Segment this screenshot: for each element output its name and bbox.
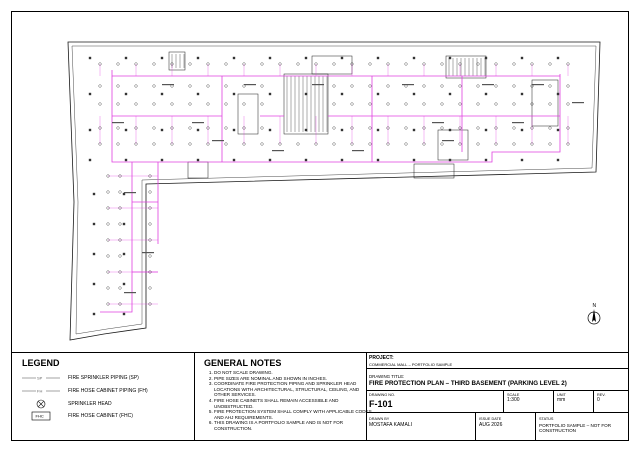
- sprinkler-head-icon: [99, 103, 102, 106]
- sprinkler-head-icon: [513, 85, 516, 88]
- column-grid: [89, 57, 559, 315]
- column: [125, 159, 127, 161]
- pipe-tag: [482, 84, 494, 85]
- sprinkler-head-icon: [225, 85, 228, 88]
- column: [125, 93, 127, 95]
- column: [557, 93, 559, 95]
- sprinkler-head-icon: [333, 143, 336, 146]
- column: [557, 57, 559, 59]
- column: [233, 57, 235, 59]
- sprinkler-head-icon: [369, 63, 372, 66]
- sprinkler-head-icon: [107, 223, 110, 226]
- sprinkler-head-icon: [225, 63, 228, 66]
- sprinkler-head-icon: [207, 85, 210, 88]
- unit-value: mm: [557, 397, 566, 403]
- stairs: [172, 54, 485, 132]
- column: [233, 129, 235, 131]
- column: [305, 129, 307, 131]
- sprinkler-head-icon: [477, 85, 480, 88]
- column: [161, 129, 163, 131]
- north-arrow-label: N: [592, 303, 597, 309]
- column: [89, 57, 91, 59]
- column: [89, 129, 91, 131]
- issue-date-value: AUG 2026: [479, 422, 503, 428]
- column: [413, 129, 415, 131]
- pipe-tag: [352, 150, 364, 151]
- sprinkler-head-icon: [297, 143, 300, 146]
- column: [125, 57, 127, 59]
- legend-item-head: [22, 399, 192, 409]
- column: [449, 57, 451, 59]
- sprinkler-head-icon: [117, 85, 120, 88]
- note-item: 4. FIRE HOSE CABINETS SHALL REMAIN ACCESSIBLE AND UNOBSTRUCTED.: [214, 398, 374, 409]
- sprinkler-head-icon: [387, 103, 390, 106]
- pipe-tag: [212, 140, 224, 141]
- column: [413, 159, 415, 161]
- note-item: 3. COORDINATE FIRE PROTECTION PIPING AND SPRINKLER HEAD LOCATIONS WITH ARCHITECTURAL, STRUCTURAL, CEILING, AND OTHER SERVICES.: [214, 381, 374, 398]
- column: [413, 93, 415, 95]
- sprinkler-head-icon: [369, 143, 372, 146]
- project-label: PROJECT:: [369, 355, 394, 361]
- column: [197, 57, 199, 59]
- drawing-title-label: DRAWING TITLE:: [369, 374, 405, 379]
- column: [123, 253, 125, 255]
- legend-item-fhc: [22, 411, 192, 421]
- cores: [169, 52, 558, 178]
- pipe-tag: [162, 84, 174, 85]
- column: [557, 159, 559, 161]
- column: [449, 159, 451, 161]
- column: [269, 129, 271, 131]
- sprinkler-head-icon: [153, 143, 156, 146]
- sprinkler-head-icon: [261, 103, 264, 106]
- sprinkler-head-icon: [225, 127, 228, 130]
- column: [161, 93, 163, 95]
- drawing-no-label: DRAWING NO.: [369, 393, 396, 397]
- legend-label-head: SPRINKLER HEAD: [68, 401, 112, 407]
- sprinkler-piping: [100, 70, 560, 312]
- notes-title: GENERAL NOTES: [204, 358, 282, 368]
- column: [341, 93, 343, 95]
- column: [123, 313, 125, 315]
- floor-plan: [12, 12, 628, 352]
- pipe-tag: [512, 122, 524, 123]
- sprinkler-head-icon: [333, 63, 336, 66]
- sprinkler-head-icon: [549, 143, 552, 146]
- sprinkler-head-icon: [459, 103, 462, 106]
- legend-label-fhc: FIRE HOSE CABINET (FHC): [68, 413, 133, 419]
- sprinkler-head-icon: [107, 191, 110, 194]
- sprinkler-head-icon: [567, 103, 570, 106]
- legend-label-fh: FIRE HOSE CABINET PIPING (FH): [68, 388, 148, 394]
- status-value: PORTFOLIO SAMPLE – NOT FOR CONSTRUCTION: [539, 423, 612, 434]
- column: [521, 93, 523, 95]
- sprinkler-head-icon: [153, 85, 156, 88]
- drawing-title-cell: [366, 369, 628, 391]
- sprinkler-head-icon: [423, 103, 426, 106]
- legend-symbol-sp: SP: [37, 375, 43, 381]
- pipe-tag: [312, 84, 324, 85]
- column: [485, 93, 487, 95]
- drawing-title-value: FIRE PROTECTION PLAN – THIRD BASEMENT (PARKING LEVEL 2): [369, 380, 567, 387]
- sprinkler-head-icon: [117, 63, 120, 66]
- column: [93, 223, 95, 225]
- column: [125, 129, 127, 131]
- column: [377, 159, 379, 161]
- rev-value: 0: [597, 397, 600, 403]
- column: [233, 93, 235, 95]
- sprinkler-head-icon: [477, 103, 480, 106]
- legend-label-sp: FIRE SPRINKLER PIPING (SP): [68, 375, 139, 381]
- note-item: 1. DO NOT SCALE DRAWING.: [214, 370, 374, 376]
- column: [161, 57, 163, 59]
- column: [93, 283, 95, 285]
- column: [305, 93, 307, 95]
- sprinkler-head-icon: [495, 103, 498, 106]
- sprinkler-head-icon: [107, 255, 110, 258]
- sprinkler-head-icon: [441, 103, 444, 106]
- column: [341, 57, 343, 59]
- sprinkler-head-icon: [333, 85, 336, 88]
- sprinkler-head-icon: [149, 255, 152, 258]
- column: [123, 223, 125, 225]
- sprinkler-head-icon: [153, 127, 156, 130]
- sprinkler-head-icon: [149, 287, 152, 290]
- legend-item-fh: [22, 386, 192, 396]
- sprinkler-head-icon: [549, 63, 552, 66]
- info-panel: [12, 352, 628, 441]
- pipe-tag: [124, 192, 136, 193]
- sprinkler-head-icon: [441, 85, 444, 88]
- sprinkler-head-icon: [405, 63, 408, 66]
- column: [521, 129, 523, 131]
- legend-symbol-fhc: FHC: [35, 413, 44, 419]
- title-block: [366, 353, 628, 441]
- column: [233, 159, 235, 161]
- column: [269, 93, 271, 95]
- sprinkler-head-icon: [225, 143, 228, 146]
- sprinkler-head-icon: [149, 191, 152, 194]
- status-cell: [536, 413, 628, 441]
- column: [341, 159, 343, 161]
- sprinkler-head-icon: [423, 85, 426, 88]
- pipe-tag: [572, 102, 584, 103]
- sprinkler-head-icon: [369, 103, 372, 106]
- column: [269, 159, 271, 161]
- sprinkler-head-icon: [351, 103, 354, 106]
- sprinkler-head-icon: [549, 103, 552, 106]
- sprinkler-head-icon: [441, 143, 444, 146]
- pipe-tag: [142, 252, 154, 253]
- drawn-by-label: DRAWN BY: [369, 417, 390, 421]
- sprinkler-head-icon: [119, 287, 122, 290]
- column: [269, 57, 271, 59]
- building-outline: [68, 42, 600, 340]
- pipe-tag: [112, 122, 124, 123]
- sprinkler-head-icon: [149, 223, 152, 226]
- column: [485, 129, 487, 131]
- sprinkler-head-icon: [135, 85, 138, 88]
- scale-value: 1:300: [507, 397, 520, 403]
- north-arrow: [588, 303, 600, 324]
- scale-cell: [504, 391, 554, 413]
- column: [413, 57, 415, 59]
- sprinkler-head-icon: [117, 143, 120, 146]
- scale-label: SCALE: [507, 393, 520, 397]
- sprinkler-head-icon: [549, 127, 552, 130]
- sprinkler-head-icon: [297, 63, 300, 66]
- sprinkler-head-icon: [261, 85, 264, 88]
- sprinkler-head-icon: [243, 103, 246, 106]
- pipe-tag: [402, 84, 414, 85]
- column: [305, 57, 307, 59]
- column: [449, 93, 451, 95]
- column: [93, 253, 95, 255]
- sprinkler-head-icon: [261, 63, 264, 66]
- sprinkler-head-icon: [153, 63, 156, 66]
- branch-piping: [100, 64, 568, 304]
- sprinkler-head-icon: [189, 127, 192, 130]
- rev-cell: [594, 391, 628, 413]
- column: [449, 129, 451, 131]
- sprinkler-head-icon: [189, 85, 192, 88]
- column: [89, 93, 91, 95]
- column: [377, 93, 379, 95]
- column: [341, 129, 343, 131]
- status-label: STATUS: [539, 417, 554, 421]
- sprinkler-head-icon: [405, 143, 408, 146]
- sprinkler-head-icon: [513, 143, 516, 146]
- sprinkler-head-icon: [189, 63, 192, 66]
- unit-label: UNIT: [557, 393, 566, 397]
- column: [521, 57, 523, 59]
- sprinkler-head-icon: [513, 63, 516, 66]
- project-value: COMMERCIAL MALL – PORTFOLIO SAMPLE: [369, 362, 453, 367]
- column: [161, 159, 163, 161]
- sprinkler-head-icon: [477, 127, 480, 130]
- drawn-by-cell: [366, 413, 476, 441]
- legend-symbol-fh: FH: [37, 388, 43, 394]
- drawing-no-value: F-101: [369, 399, 393, 409]
- drawn-by-value: MOSTAFA KAMALI: [369, 422, 412, 428]
- hose-cabinet-icon: [22, 411, 60, 421]
- sprinkler-head-icon: [153, 103, 156, 106]
- sprinkler-head-icon: [207, 103, 210, 106]
- rev-label: REV.: [597, 393, 606, 397]
- sprinkler-head-icon: [405, 103, 408, 106]
- pipe-tag: [244, 84, 256, 85]
- sprinkler-head-icon: [567, 85, 570, 88]
- sprinkler-head-icon: [99, 85, 102, 88]
- sprinkler-heads: [99, 63, 570, 306]
- pipe-tag: [432, 122, 444, 123]
- sprinkler-head-icon: [441, 127, 444, 130]
- legend: [12, 353, 195, 441]
- sprinkler-head-icon: [333, 103, 336, 106]
- sprinkler-head-icon: [107, 287, 110, 290]
- legend-title: LEGEND: [22, 358, 60, 368]
- sprinkler-head-icon: [119, 255, 122, 258]
- note-item: 2. PIPE SIZES ARE NOMINAL AND SHOWN IN INCHES.: [214, 376, 374, 382]
- sprinkler-head-icon: [477, 143, 480, 146]
- column: [521, 159, 523, 161]
- column: [377, 129, 379, 131]
- sprinkler-head-icon: [261, 127, 264, 130]
- general-notes: [194, 353, 372, 441]
- column: [197, 159, 199, 161]
- drawing-no-cell: [366, 391, 504, 413]
- sprinkler-head-icon: [387, 85, 390, 88]
- sprinkler-head-icon: [189, 143, 192, 146]
- hose-pipe-symbol: [22, 386, 60, 396]
- sprinkler-head-icon: [369, 127, 372, 130]
- sprinkler-head-icon: [189, 103, 192, 106]
- note-item: 6. THIS DRAWING IS A PORTFOLIO SAMPLE AND IS NOT FOR CONSTRUCTION.: [214, 420, 374, 431]
- sprinkler-head-icon: [405, 127, 408, 130]
- column: [377, 57, 379, 59]
- sprinkler-head-icon: [513, 127, 516, 130]
- sprinkler-head-icon: [513, 103, 516, 106]
- issue-date-cell: [476, 413, 536, 441]
- column: [93, 313, 95, 315]
- sprinkler-head-icon: [495, 85, 498, 88]
- notes-list: [204, 370, 374, 432]
- column: [197, 129, 199, 131]
- column: [305, 159, 307, 161]
- sprinkler-head-icon: [135, 103, 138, 106]
- pipe-tag: [442, 140, 454, 141]
- project-cell: [366, 353, 628, 369]
- unit-cell: [554, 391, 594, 413]
- pipe-size-tags: [112, 84, 584, 293]
- sprinkler-head-icon: [549, 85, 552, 88]
- sprinkler-head-icon: [333, 127, 336, 130]
- column: [123, 283, 125, 285]
- sprinkler-head-icon: [22, 399, 60, 409]
- sprinkler-head-icon: [171, 103, 174, 106]
- sprinkler-head-icon: [225, 103, 228, 106]
- sprinkler-head-icon: [119, 223, 122, 226]
- column: [89, 159, 91, 161]
- pipe-tag: [532, 84, 544, 85]
- pipe-tag: [124, 292, 136, 293]
- sprinkler-head-icon: [261, 143, 264, 146]
- pipe-tag: [192, 122, 204, 123]
- sprinkler-head-icon: [351, 85, 354, 88]
- column: [485, 57, 487, 59]
- legend-item-sp: [22, 373, 192, 383]
- sprinkler-head-icon: [459, 85, 462, 88]
- sprinkler-head-icon: [119, 191, 122, 194]
- sprinkler-head-icon: [369, 85, 372, 88]
- sprinkler-head-icon: [117, 127, 120, 130]
- note-item: 5. FIRE PROTECTION SYSTEM SHALL COMPLY WITH APPLICABLE CODES AND AHJ REQUIREMENTS.: [214, 409, 374, 420]
- sprinkler-pipe-symbol: [22, 373, 60, 383]
- column: [485, 159, 487, 161]
- column: [197, 93, 199, 95]
- pipe-tag: [272, 150, 284, 151]
- sprinkler-head-icon: [441, 63, 444, 66]
- column: [93, 193, 95, 195]
- column: [557, 129, 559, 131]
- sprinkler-head-icon: [117, 103, 120, 106]
- issue-date-label: ISSUE DATE: [479, 417, 502, 421]
